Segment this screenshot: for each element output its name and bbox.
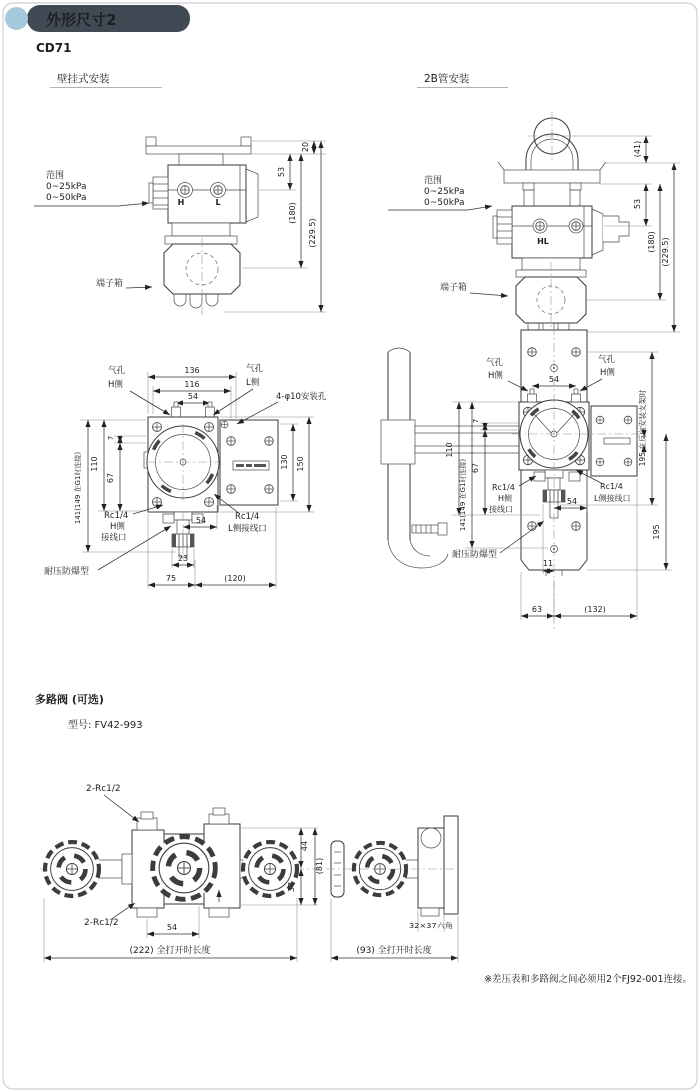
dim-116: 116	[184, 380, 200, 389]
terminal-box-label-pipe: 端子箱	[440, 283, 468, 293]
dim-54-bottom-pipe: 54	[566, 497, 578, 506]
wall-mount-title: 壁挂式安装	[57, 73, 110, 85]
valve-section	[35, 692, 462, 962]
explosion-proof-label: 耐压防爆型	[44, 567, 90, 577]
dim-67-pipe: 67	[471, 462, 480, 474]
dim-20: 20	[301, 141, 310, 153]
port-hl-label: HL	[537, 237, 549, 246]
range-value-2: 0~50kPa	[46, 193, 87, 203]
vent-l-side: L侧	[246, 378, 260, 388]
wall-bracket	[146, 146, 251, 154]
dim-132: (132)	[584, 605, 606, 614]
vent-right-label: 气孔	[598, 355, 616, 365]
port-l-label: L	[215, 198, 221, 207]
dim-110: 110	[90, 456, 99, 472]
dim-110-pipe: 110	[445, 442, 454, 458]
valve-title: 多路阀 (可选)	[35, 693, 104, 706]
page-header	[5, 5, 190, 32]
pipe-range-1: 0~25kPa	[424, 187, 465, 197]
wall-mount-front-view	[44, 363, 327, 589]
conn-h-port: 接线口	[101, 533, 127, 543]
vent-l-label: 气孔	[246, 364, 264, 374]
valve-side-plate	[444, 816, 458, 914]
pipe-range-label: 范围	[424, 176, 443, 186]
dim-195: 195	[652, 524, 661, 540]
dim-120: (120)	[224, 574, 246, 583]
conn-h-side-pipe: H侧	[498, 494, 513, 503]
dim-136: 136	[184, 366, 200, 375]
dim-93: (93) 全打开时长度	[356, 946, 432, 956]
wall-mount-side-view	[34, 137, 326, 316]
valve-model: 型号: FV42-993	[68, 720, 143, 731]
conn-l-port: L侧接线口	[228, 524, 267, 534]
vent-left-side: H侧	[488, 371, 503, 381]
pipe-mount-front-view	[381, 326, 672, 630]
dim-63: 63	[531, 605, 543, 614]
range-label: 范围	[46, 171, 65, 181]
header-accent-dot	[5, 7, 28, 30]
conn-h-rc: Rc1/4	[104, 511, 129, 521]
conn-l-rc: Rc1/4	[235, 512, 260, 522]
port-h-label: H	[177, 198, 185, 207]
mount-holes-label: 4-φ10安装孔	[276, 392, 327, 402]
dim-7: 7	[107, 435, 115, 441]
dim-222: (222) 全打开时长度	[129, 946, 211, 956]
vent-h-label: 气孔	[108, 366, 126, 376]
dim-37: 37	[287, 881, 296, 893]
explosion-proof-label-pipe: 耐压防爆型	[452, 550, 498, 560]
terminal-box-label: 端子箱	[96, 279, 124, 289]
page-title: 外形尺寸2	[46, 11, 117, 29]
dim-81: (81)	[315, 857, 324, 875]
pipe-mount-title: 2B管安装	[424, 73, 470, 85]
dim-23: 23	[177, 554, 189, 563]
dim-150: 150	[296, 456, 305, 472]
dim-180-pipe: (180)	[647, 231, 656, 253]
pipe-mount-side-view	[388, 112, 680, 340]
dim-41: (41)	[633, 140, 642, 158]
conn-h-rc-pipe: Rc1/4	[492, 483, 515, 492]
dim-67: 67	[106, 472, 115, 484]
rc12-bottom-label: 2-Rc1/2	[84, 918, 119, 928]
dim-75: 75	[165, 574, 177, 583]
pipe-range-2: 0~50kPa	[424, 198, 465, 208]
rc12-top-label: 2-Rc1/2	[86, 784, 121, 794]
dim-7-pipe: 7	[472, 418, 480, 424]
section-titles	[50, 72, 508, 88]
conn-l-rc-pipe: Rc1/4	[600, 482, 623, 491]
range-value-1: 0~25kPa	[46, 182, 87, 192]
dim-180: (180)	[288, 202, 297, 224]
footnote: ※差压表和多路阀之间必须用2个FJ92-001连接。	[484, 974, 692, 985]
dim-54-valve: 54	[166, 923, 178, 932]
dim-44: 44	[300, 840, 309, 852]
vent-h-side: H侧	[108, 380, 123, 390]
dim-53-pipe: 53	[633, 198, 642, 210]
u-bolt-saddle	[504, 170, 600, 183]
dim-229-5-pipe: (229.5)	[661, 237, 670, 267]
capsule-unit	[153, 177, 168, 209]
pipe-clamp	[381, 420, 415, 464]
conn-h-side: H侧	[110, 522, 125, 532]
vent-right-side: H侧	[600, 368, 615, 378]
dim-11: 11	[542, 559, 554, 568]
dim-195-reverse: 195 在反向安装支架时	[638, 389, 647, 467]
hex-label: 32×37六角	[409, 922, 447, 930]
dim-53: 53	[277, 166, 286, 178]
dim-54-bottom: 54	[195, 516, 207, 525]
vent-left-label: 气孔	[486, 358, 504, 368]
dim-130: 130	[280, 454, 289, 470]
conn-l-port-pipe: L侧接线口	[594, 494, 631, 503]
dim-141-pipe: 141(149 在G1时连接)	[459, 458, 467, 532]
conn-h-port-pipe: 接线口	[489, 505, 513, 514]
dim-229-5: (229.5)	[308, 218, 317, 248]
dim-54-top: 54	[187, 392, 199, 401]
dim-54-top-pipe: 54	[548, 375, 560, 384]
model-label: CD71	[36, 41, 72, 55]
dim-141: 141(149 在G1时连接)	[74, 451, 82, 525]
